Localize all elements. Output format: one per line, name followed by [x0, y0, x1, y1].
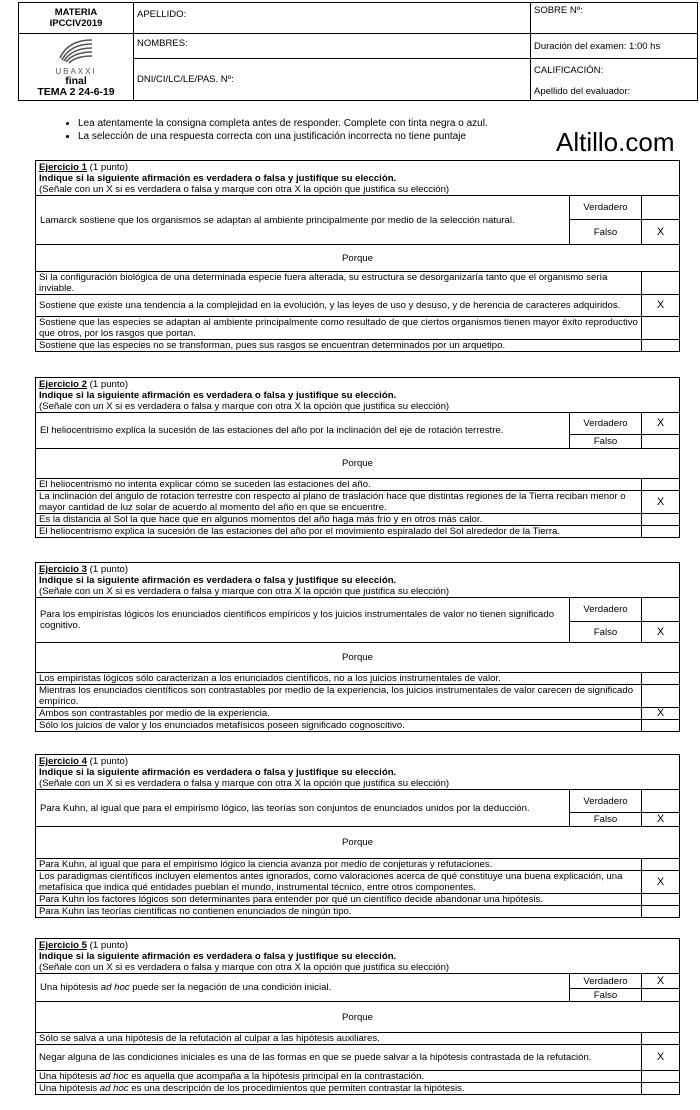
exercise-subinstruction: (Señale con un X si es verdadera o falsa y marque con otra X la opción que justifica su elección): [39, 401, 450, 412]
option-text: Los paradigmas científicos incluyen elementos antes ignorados, como valoraciones acerca de qué constituye una buena explicación, una metafísica que indica qué entidades pueblan el mundo, instrumental técnico, entre otros componentes.: [36, 871, 642, 894]
exercise-header: [35, 938, 680, 973]
porque-label: Porque: [36, 643, 680, 673]
option-checkbox[interactable]: [642, 720, 680, 732]
points-label: (1 punto): [87, 162, 129, 173]
option-checkbox[interactable]: [642, 479, 680, 491]
exercise-title: Ejercicio 2: [39, 379, 87, 390]
falso-checkbox[interactable]: X: [642, 813, 680, 827]
materia-cell: [19, 3, 134, 34]
verdadero-checkbox[interactable]: X: [642, 974, 680, 989]
option-text: Sólo los juicios de valor y los enunciados metafísicos poseen significado cognoscitivo.: [36, 720, 642, 732]
option-text-part: Una hipótesis: [39, 1071, 100, 1082]
exercise-title: Ejercicio 4: [39, 756, 87, 767]
statement: Para Kuhn, al igual que para el empirismo lógico, las teorías son conjuntos de enunciados unidos por la deducción.: [36, 790, 570, 827]
exercise-subinstruction: (Señale con un X si es verdadera o falsa y marque con otra X la opción que justifica su elección): [39, 962, 450, 973]
exercise-header: [35, 160, 680, 195]
dni-field[interactable]: DNI/CI/LC/LE/PAS. Nº:: [134, 59, 531, 101]
option-text: Sostiene que existe una tendencia a la complejidad en la evolución, y las leyes de uso y desuso, y de herencia de caracteres adquiridos.: [36, 295, 642, 317]
option-checkbox[interactable]: [642, 685, 680, 708]
falso-label: Falso: [570, 989, 642, 1002]
statement: El heliocentrismo explica la sucesión de las estaciones del año por la inclinación del eje de rotación terrestre.: [36, 413, 570, 449]
materia-label: MATERIA: [54, 7, 98, 18]
watermark-altillo: Altillo.com: [556, 127, 675, 157]
option-checkbox[interactable]: [642, 1033, 680, 1045]
statement: Para los empiristas lógicos los enunciados científicos empíricos y los juicios instrumentales de valor no tienen significado cognitivo.: [36, 598, 570, 643]
statement-text: Una hipótesis: [40, 982, 101, 993]
porque-label: Porque: [36, 449, 680, 479]
porque-label: Porque: [36, 827, 680, 859]
option-text: Los empiristas lógicos sólo caracterizan a los enunciados científicos, no a los juicios instrumentales de valor.: [36, 673, 642, 685]
statement: Lamarck sostiene que los organismos se adaptan al ambiente principalmente por medio de la selección natural.: [36, 196, 570, 245]
option-text: El heliocentrismo no intenta explicar cómo se suceden las estaciones del año.: [36, 479, 642, 491]
statement-emphasis: ad hoc: [100, 982, 130, 993]
falso-label: Falso: [570, 435, 642, 449]
falso-label: Falso: [570, 622, 642, 643]
falso-checkbox[interactable]: [642, 435, 680, 449]
option-checkbox[interactable]: X: [642, 871, 680, 894]
exercise-subinstruction: (Señale con un X si es verdadera o falsa y marque con otra X la opción que justifica su elección): [39, 778, 450, 789]
verdadero-checkbox[interactable]: [642, 196, 680, 220]
instruction-item: • La selección de una respuesta correcta con una justificación incorrecta no tiene puntaje: [78, 130, 598, 143]
option-text-part: es aquella que acompaña a la hipótesis principal en la contrastación.: [128, 1071, 425, 1082]
verdadero-checkbox[interactable]: X: [642, 413, 680, 435]
exercise-instruction: Indique si la siguiente afirmación es verdadera o falsa y justifique su elección.: [39, 173, 397, 184]
verdadero-label: Verdadero: [570, 974, 642, 989]
exercise-1: [35, 160, 680, 352]
exercise-table: [35, 789, 680, 918]
points-label: (1 punto): [87, 379, 129, 390]
option-checkbox[interactable]: X: [642, 295, 680, 317]
points-label: (1 punto): [87, 756, 129, 767]
option-checkbox[interactable]: [642, 1083, 680, 1095]
statement-text: puede ser la negación de una condición inicial.: [129, 982, 332, 993]
option-text: Si la configuración biológica de una determinada especie fuera alterada, su estructura se desorganizaría tanto que el organismo sería inviable.: [36, 272, 642, 295]
option-text: El heliocentrismo explica la sucesión de las estaciones del año por el movimiento espiralado del Sol alrededor de la Tierra.: [36, 526, 642, 538]
exercise-title: Ejercicio 3: [39, 564, 87, 575]
evaluador-label: Apellido del evaluador:: [534, 86, 631, 97]
ubaxxi-logo-icon: [54, 36, 98, 64]
verdadero-checkbox[interactable]: [642, 598, 680, 622]
option-text: Mientras los enunciados científicos son contrastables por medio de la experiencia, los juicios instrumentales de valor carecen de significado empírico.: [36, 685, 642, 708]
option-text: [36, 1071, 642, 1083]
option-checkbox[interactable]: [642, 272, 680, 295]
points-label: (1 punto): [87, 940, 129, 951]
option-text: La inclinación del ángulo de rotación terrestre con respecto al plano de traslación hace que distintas regiones de la Tierra reciban menor o mayor cantidad de luz solar de acuerdo al momento del año en que se encuentre.: [36, 491, 642, 514]
option-checkbox[interactable]: [642, 906, 680, 918]
logo-cell: [19, 34, 134, 101]
duracion-field: Duración del examen: 1:00 hs: [531, 34, 698, 59]
exercise-table: [35, 973, 680, 1095]
option-text: [36, 1083, 642, 1095]
exam-type: final: [65, 75, 87, 87]
exercise-header: [35, 377, 680, 412]
porque-label: Porque: [36, 1002, 680, 1033]
exercise-5: [35, 938, 680, 1095]
option-checkbox[interactable]: X: [642, 1045, 680, 1071]
falso-label: Falso: [570, 220, 642, 245]
header-table: [18, 2, 698, 101]
option-text: Sostiene que las especies se adaptan al ambiente principalmente como resultado de que ciertos organismos tienen mayor éxito reproductivo que otros, por los rasgos que portan.: [36, 317, 642, 340]
option-checkbox[interactable]: [642, 317, 680, 340]
option-checkbox[interactable]: [642, 514, 680, 526]
exercise-title: Ejercicio 1: [39, 162, 87, 173]
option-text: Sostiene que las especies no se transforman, pues sus rasgos se encuentran determinados por un arquetipo.: [36, 340, 642, 352]
exercise-instruction: Indique si la siguiente afirmación es verdadera o falsa y justifique su elección.: [39, 767, 397, 778]
option-text: Es la distancia al Sol la que hace que en algunos momentos del año haga más frío y en otros más calor.: [36, 514, 642, 526]
calificacion-label: CALIFICACIÓN:: [534, 65, 604, 76]
exercise-instruction: Indique si la siguiente afirmación es verdadera o falsa y justifique su elección.: [39, 390, 397, 401]
statement: [36, 974, 570, 1002]
option-text: Negar alguna de las condiciones iniciales es una de las formas en que se puede salvar a la hipótesis contrastada de la refutación.: [36, 1045, 642, 1071]
verdadero-label: Verdadero: [570, 196, 642, 220]
exercise-table: [35, 195, 680, 352]
exercise-table: [35, 412, 680, 538]
option-text: Para Kuhn las teorías científicas no contienen enunciados de ningún tipo.: [36, 906, 642, 918]
option-checkbox[interactable]: [642, 673, 680, 685]
exercise-header: [35, 562, 680, 597]
porque-label: Porque: [36, 245, 680, 272]
exercise-title: Ejercicio 5: [39, 940, 87, 951]
logo-text: UBAXXI: [55, 67, 97, 76]
exercise-3: [35, 562, 680, 732]
option-checkbox[interactable]: [642, 1071, 680, 1083]
option-checkbox[interactable]: [642, 340, 680, 352]
exercise-header: [35, 754, 680, 789]
falso-checkbox[interactable]: X: [642, 622, 680, 643]
option-text-part: Una hipótesis: [39, 1083, 100, 1094]
option-text-part: es una descripción de los procedimientos que permiten contrastar la hipótesis.: [128, 1083, 465, 1094]
materia-code: IPCCIV2019: [49, 18, 103, 29]
falso-checkbox[interactable]: [642, 989, 680, 1002]
verdadero-label: Verdadero: [570, 413, 642, 435]
exercise-table: [35, 597, 680, 732]
exercise-instruction: Indique si la siguiente afirmación es verdadera o falsa y justifique su elección.: [39, 575, 397, 586]
option-checkbox[interactable]: [642, 894, 680, 906]
nombres-field[interactable]: NOMBRES:: [134, 34, 531, 59]
exercise-subinstruction: (Señale con un X si es verdadera o falsa y marque con otra X la opción que justifica su elección): [39, 586, 450, 597]
falso-checkbox[interactable]: X: [642, 220, 680, 245]
option-checkbox[interactable]: [642, 526, 680, 538]
option-emphasis: ad hoc: [99, 1083, 129, 1094]
option-text: Para Kuhn los factores lógicos son determinantes para entender por qué un científico decide abandonar una hipótesis.: [36, 894, 642, 906]
exercise-4: [35, 754, 680, 918]
verdadero-label: Verdadero: [570, 790, 642, 813]
option-checkbox[interactable]: X: [642, 491, 680, 514]
instructions-list: [38, 117, 598, 143]
verdadero-label: Verdadero: [570, 598, 642, 622]
option-checkbox[interactable]: X: [642, 708, 680, 720]
option-text: Sólo se salva a una hipótesis de la refutación al culpar a las hipótesis auxiliares.: [36, 1033, 642, 1045]
points-label: (1 punto): [87, 564, 129, 575]
option-text: Ambos son contrastables por medio de la experiencia.: [36, 708, 642, 720]
falso-label: Falso: [570, 813, 642, 827]
option-text: Para Kuhn, al igual que para el empirismo lógico la ciencia avanza por medio de conjeturas y refutaciones.: [36, 859, 642, 871]
sobre-field[interactable]: SOBRE Nº:: [531, 3, 698, 34]
apellido-field[interactable]: APELLIDO:: [134, 3, 531, 34]
exercise-subinstruction: (Señale con un X si es verdadera o falsa y marque con otra X la opción que justifica su elección): [39, 184, 450, 195]
option-emphasis: ad hoc: [99, 1071, 129, 1082]
exercise-instruction: Indique si la siguiente afirmación es verdadera o falsa y justifique su elección.: [39, 951, 397, 962]
calificacion-cell[interactable]: [531, 59, 698, 101]
tema-label: TEMA 2 24-6-19: [37, 86, 115, 98]
verdadero-checkbox[interactable]: [642, 790, 680, 813]
exercise-2: [35, 377, 680, 538]
option-checkbox[interactable]: [642, 859, 680, 871]
instruction-item: • Lea atentamente la consigna completa antes de responder. Complete con tinta negra o azul.: [78, 117, 598, 130]
